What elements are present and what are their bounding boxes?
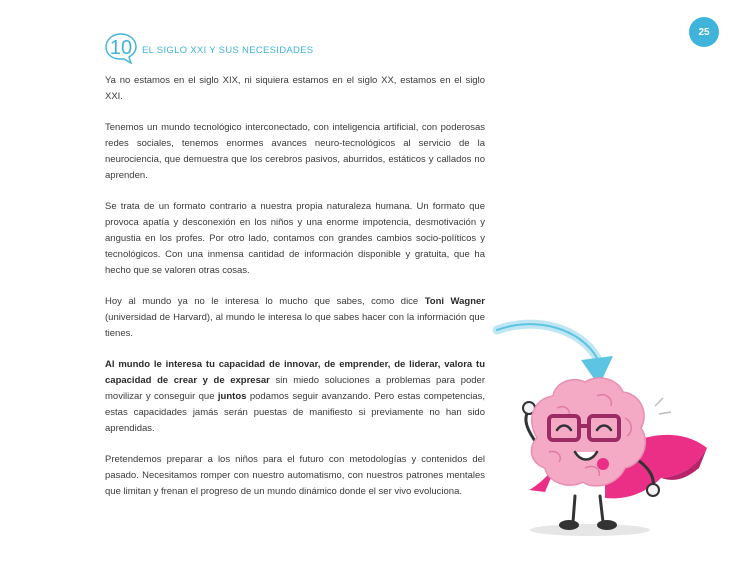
chapter-number-text: 10 — [109, 37, 133, 59]
sparkle-lines-icon — [655, 398, 671, 414]
paragraph-5-bold-juntos: juntos — [217, 390, 247, 402]
paragraph-5-text: sin miedo soluciones a problemas para poder movilizar y conseguir que — [105, 375, 485, 402]
paragraph-1: Ya no estamos en el siglo XIX, ni siquiera estamos en el siglo XX, estamos en el siglo XXI. — [105, 75, 485, 102]
paragraph-4 — [105, 294, 485, 341]
page-number-badge: 25 — [689, 17, 719, 47]
ground-shadow — [530, 524, 650, 536]
paragraph-5 — [105, 357, 485, 436]
paragraph-2: Tenemos un mundo tecnológico interconectado, con inteligencia artificial, con poderosas redes sociales, tenemos enormes avances neuro-tecnológicos al servicio de la neurociencia, que demuestra que los cerebros pasivos, aburridos, estáticos y callados no aprenden. — [105, 122, 485, 181]
chapter-number — [104, 32, 138, 64]
curved-arrow-icon — [497, 324, 613, 386]
legs — [573, 496, 603, 522]
body-text — [105, 73, 485, 515]
paragraph-4-text-end: (universidad de Harvard), al mundo le interesa lo que sabes hacer con la información que tienes. — [105, 311, 485, 339]
author-name: Toni Wagner — [424, 296, 485, 308]
cape-knot — [597, 458, 609, 470]
paragraph-4-text: Hoy al mundo ya no le interesa lo mucho que sabes, como dice — [105, 296, 425, 308]
paragraph-6: Pretendemos preparar a los niños para el futuro con metodologías y contenidos del pasado. Necesitamos romper con nuestro automatismo, con nuestros patrones mentales que limitan y frenan el progreso de un mundo dinámico donde el ser vivo evoluciona. — [105, 454, 485, 497]
paragraph-5-text-end: podamos seguir avanzando. Pero estas competencias, estas capacidades jamás serán puestas de manifiesto si previamente no han sido aprendidas. — [105, 390, 485, 434]
paragraph-3: Se trata de un formato contrario a nuestra propia naturaleza humana. Un formato que provoca apatía y desconexión en los niños y una enorme impotencia, desmotivación y angustia en los profes. Por otro lado, contamos con grandes cambios socio-políticos y tecnológicos. Con una inmensa cantidad de información disponible y gratuita, que ha hecho que se valoren otras cosas. — [105, 201, 485, 276]
brain-superhero-illustration — [485, 318, 717, 540]
chapter-title: EL SIGLO XXI Y SUS NECESIDADES — [142, 45, 314, 56]
paragraph-5-bold: Al mundo le interesa tu capacidad de innovar, de emprender, de liderar, valora tu capacidad de crear y de expresar — [105, 359, 485, 387]
